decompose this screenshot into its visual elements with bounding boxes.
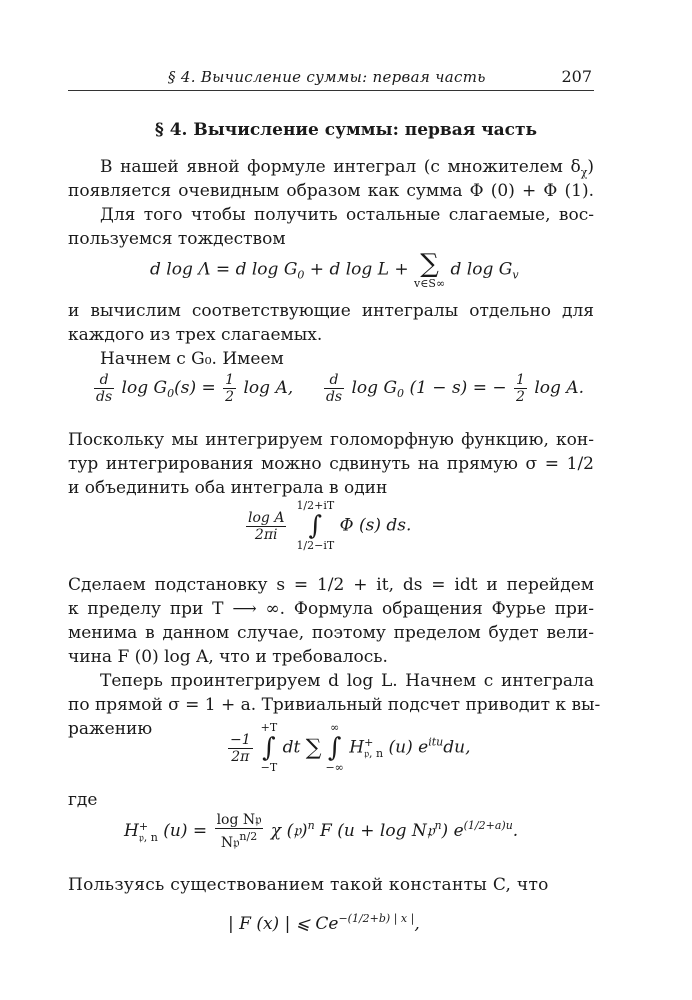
paragraph-3-line-2: каждого из трех слагаемых.	[68, 325, 323, 345]
superscript: +	[138, 819, 149, 833]
text: )	[587, 157, 594, 177]
formula-text: | F (x) | ⩽ Ce	[228, 914, 339, 934]
sum-limit: v∈S∞	[414, 277, 446, 290]
lower-limit: −T	[260, 761, 278, 774]
paragraph-6-line-3: менима в данном случае, поэтому пределом будет вели-	[68, 623, 594, 643]
numerator: 1	[225, 372, 235, 388]
formula-text: .	[512, 821, 519, 841]
formula-text: Φ (s) ds.	[334, 515, 412, 536]
paragraph-2-line-1: Для того чтобы получить остальные слагаемые, вос-	[100, 205, 594, 225]
section-title: § 4. Вычисление суммы: первая часть	[154, 120, 538, 140]
running-head: § 4. Вычисление суммы: первая часть	[168, 68, 486, 86]
paragraph-5-line-3: и объединить оба интеграла в один	[68, 478, 388, 498]
numerator: d	[94, 372, 114, 389]
superscript: −(1/2+b) | x |	[338, 912, 415, 925]
formula-text: (s) =	[174, 378, 222, 398]
integral-operator	[296, 500, 334, 552]
formula-text: du,	[443, 737, 471, 758]
formula-text: (u) =	[157, 821, 213, 841]
superscript: itu	[428, 735, 444, 749]
fraction	[223, 372, 236, 405]
formula-text: χ (𝔭)	[265, 821, 308, 841]
formula-text: log A.	[528, 378, 584, 398]
superscript: n	[434, 819, 442, 832]
formula-f-bound	[228, 912, 420, 934]
subscript: 0	[167, 387, 175, 400]
upper-limit: 1/2+iT	[296, 499, 335, 512]
upper-limit: ∞	[330, 721, 340, 734]
formula-sum-integral-h	[226, 722, 471, 774]
denominator	[215, 829, 264, 851]
fraction	[94, 372, 114, 405]
h-indices	[139, 821, 158, 843]
formula-text: H	[343, 737, 365, 758]
paragraph-5-line-2: тур интегрирования можно сдвинуть на прямую σ = 1/2	[68, 454, 594, 474]
integral-symbol: ∫	[262, 733, 276, 763]
paragraph-8: где	[68, 790, 98, 810]
denominator: 2	[225, 389, 235, 405]
fraction	[246, 510, 286, 543]
denominator-text: N𝔭	[220, 835, 240, 851]
numerator: d	[324, 372, 344, 389]
formula-text: (1 − s) = −	[404, 378, 513, 398]
formula-text: (u) e	[383, 737, 429, 758]
paragraph-1-line-2: появляется очевидным образом как сумма Φ (0) + Φ (1).	[68, 181, 594, 201]
fraction	[215, 812, 264, 851]
paragraph-7-line-3: ражению	[68, 719, 153, 739]
formula-text: log A,	[238, 378, 294, 398]
paragraph-2-line-2: пользуемся тождеством	[68, 229, 286, 249]
superscript: +	[364, 736, 374, 749]
sum-operator	[414, 250, 445, 290]
denominator: ds	[325, 389, 343, 405]
integral-operator	[325, 722, 343, 774]
page-number: 207	[561, 67, 592, 86]
formula-text: d log G	[445, 259, 513, 280]
paragraph-3-line-1: и вычислим соответствующие интегралы отдельно для	[68, 301, 594, 321]
formula-text: H	[124, 821, 139, 841]
formula-h-definition	[124, 812, 518, 851]
subscript: v	[512, 268, 519, 282]
page-header	[68, 68, 594, 90]
superscript: (1/2+a)u	[463, 819, 513, 832]
upper-limit: +T	[260, 721, 278, 734]
denominator: ds	[96, 389, 113, 405]
subscript: 0	[297, 268, 305, 282]
lower-limit: 1/2−iT	[296, 539, 335, 552]
h-indices	[364, 737, 383, 759]
paragraph-7-line-1: Теперь проинтегрируем d log L. Начнем с интеграла	[100, 671, 594, 691]
integral-symbol: ∫	[327, 733, 342, 763]
denominator: 2	[516, 389, 525, 405]
formula-text: log G	[116, 378, 168, 398]
numerator: log A	[248, 509, 285, 526]
integral-symbol: ∫	[308, 511, 323, 541]
paragraph-7-line-2: по прямой σ = 1 + a. Тривиальный подсчет приводит к вы-	[68, 695, 601, 715]
paragraph-6-line-2: к пределу при T ⟶ ∞. Формула обращения Фурье при-	[68, 599, 594, 619]
formula-text: ) e	[441, 821, 464, 841]
formula-text: dt	[277, 737, 306, 758]
numerator: −1	[230, 731, 251, 748]
subscript: 0	[397, 387, 405, 400]
denominator: 2πi	[254, 526, 278, 543]
text: В нашей явной формуле интеграл (с множителем δ	[100, 157, 581, 177]
formula-text: F (u + log N𝔭	[314, 821, 435, 841]
denominator: 2π	[231, 748, 250, 765]
lower-limit: −∞	[325, 761, 344, 774]
subscript: χ	[580, 166, 588, 179]
subscript: 𝔭, n	[138, 830, 158, 844]
numerator: 1	[516, 372, 525, 388]
formula-text: log G	[346, 378, 398, 398]
fraction	[324, 372, 344, 405]
paragraph-6-line-4: чина F (0) log A, что и требовалось.	[68, 647, 388, 667]
formula-dlog-lambda	[150, 250, 519, 290]
fraction	[228, 732, 253, 765]
formula-text: ,	[414, 914, 420, 934]
header-rule	[68, 90, 594, 91]
superscript: n/2	[239, 830, 258, 843]
formula-text: d log Λ = d log G	[150, 259, 298, 280]
sum-symbol: ∑	[420, 249, 439, 279]
paragraph-9: Пользуясь существованием такой константы C, что	[68, 875, 549, 895]
superscript: n	[307, 819, 315, 832]
paragraph-5-line-1: Поскольку мы интегрируем голоморфную функцию, кон-	[68, 430, 594, 450]
numerator: log N𝔭	[216, 812, 262, 828]
formula-text: + d log L +	[304, 259, 415, 280]
subscript: 𝔭, n	[364, 747, 384, 760]
formula-integral-phi	[244, 500, 411, 552]
sum-symbol: ∑	[305, 735, 322, 761]
integral-operator	[261, 722, 278, 774]
paragraph-4: Начнем с G₀. Имеем	[100, 349, 284, 369]
paragraph-6-line-1: Сделаем подстановку s = 1/2 + it, ds = idt и перейдем	[68, 575, 594, 595]
formula-dlog-g0	[92, 372, 584, 405]
fraction	[514, 372, 527, 405]
